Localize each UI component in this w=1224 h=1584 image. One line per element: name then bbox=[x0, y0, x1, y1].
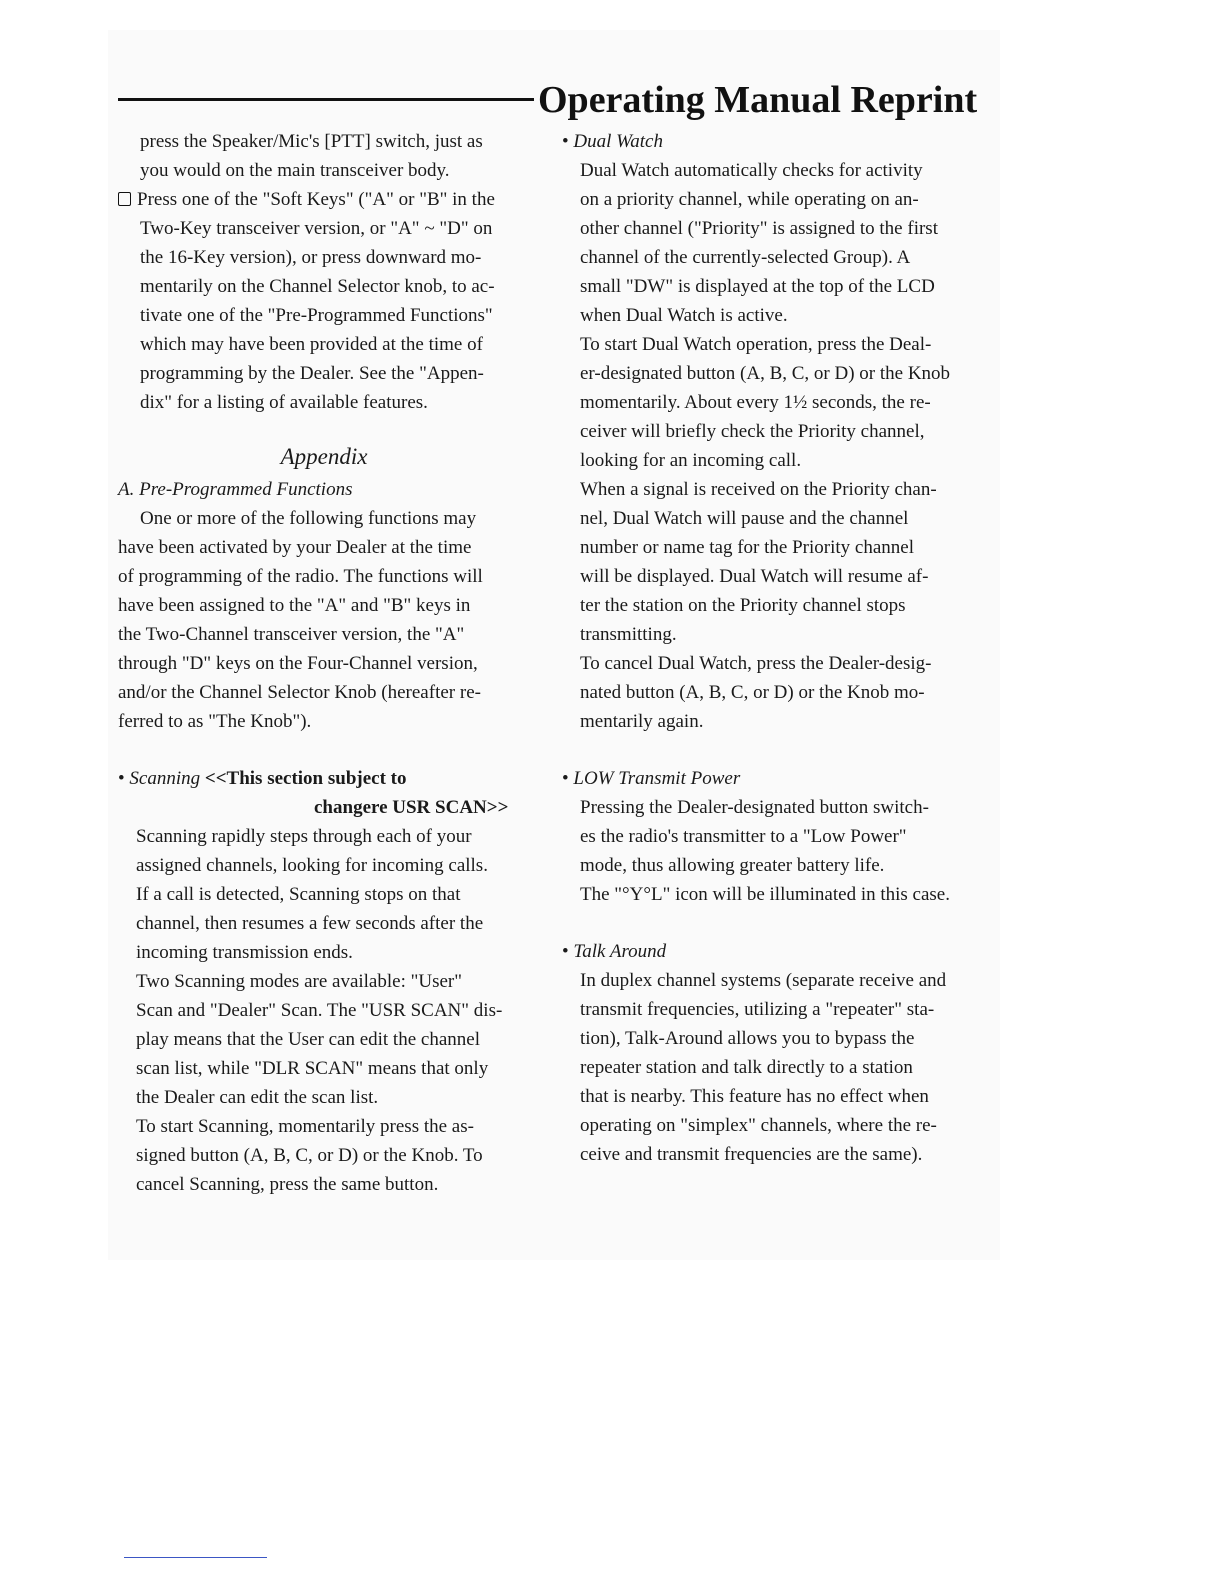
dual-watch-heading: • Dual Watch bbox=[562, 131, 663, 152]
text-line: the Two-Channel transceiver version, the "A" bbox=[118, 624, 465, 645]
text-line: ceive and transmit frequencies are the same). bbox=[580, 1144, 923, 1165]
text-line: momentarily. About every 1½ seconds, the re- bbox=[580, 392, 931, 413]
text-line: number or name tag for the Priority channel bbox=[580, 537, 914, 558]
talk-around-heading: • Talk Around bbox=[562, 941, 667, 962]
text-line: When a signal is received on the Priority chan- bbox=[580, 479, 937, 500]
header-rule bbox=[118, 98, 534, 101]
text-line: mentarily again. bbox=[580, 711, 704, 732]
text-line: play means that the User can edit the channel bbox=[136, 1029, 480, 1050]
text-line: Two-Key transceiver version, or "A" ~ "D" on bbox=[140, 218, 493, 239]
text-line: repeater station and talk directly to a station bbox=[580, 1057, 913, 1078]
text-line: To start Scanning, momentarily press the as- bbox=[136, 1116, 474, 1137]
text-line: and/or the Channel Selector Knob (hereafter re- bbox=[118, 682, 481, 703]
text-line: of programming of the radio. The functions will bbox=[118, 566, 483, 587]
text-line: the 16-Key version), or press downward mo- bbox=[140, 247, 482, 268]
text-line: other channel ("Priority" is assigned to the first bbox=[580, 218, 938, 239]
scanning-title: Scanning bbox=[129, 768, 201, 789]
text-line: Pressing the Dealer-designated button switch- bbox=[580, 797, 929, 818]
text-line: cancel Scanning, press the same button. bbox=[136, 1174, 439, 1195]
text-line: through "D" keys on the Four-Channel version, bbox=[118, 653, 478, 674]
low-power-paragraph bbox=[562, 793, 974, 909]
text-line: In duplex channel systems (separate receive and bbox=[580, 970, 947, 991]
text-line: small "DW" is displayed at the top of the LCD bbox=[580, 276, 935, 297]
text-line: nel, Dual Watch will pause and the channel bbox=[580, 508, 909, 529]
text-line: assigned channels, looking for incoming calls. bbox=[136, 855, 488, 876]
text-line: er-designated button (A, B, C, or D) or the Knob bbox=[580, 363, 951, 384]
text-line: signed button (A, B, C, or D) or the Knob. To bbox=[136, 1145, 483, 1166]
text-line: To cancel Dual Watch, press the Dealer-desig- bbox=[580, 653, 932, 674]
talk-around-title: Talk Around bbox=[573, 941, 667, 962]
low-power-title: LOW Transmit Power bbox=[573, 768, 741, 789]
text-line: press the Speaker/Mic's [PTT] switch, just as bbox=[140, 131, 483, 152]
scanning-note-cont: changere USR SCAN>> bbox=[314, 797, 509, 818]
text-line: channel of the currently-selected Group). A bbox=[580, 247, 911, 268]
text-line: have been assigned to the "A" and "B" keys in bbox=[118, 595, 471, 616]
text-line: which may have been provided at the time of bbox=[140, 334, 483, 355]
text-line: channel, then resumes a few seconds after the bbox=[136, 913, 484, 934]
text-line: If a call is detected, Scanning stops on that bbox=[136, 884, 461, 905]
text-line: ter the station on the Priority channel stops bbox=[580, 595, 906, 616]
text-line: transmitting. bbox=[580, 624, 677, 645]
text-line: the Dealer can edit the scan list. bbox=[136, 1087, 379, 1108]
text-line: will be displayed. Dual Watch will resume af- bbox=[580, 566, 929, 587]
appendix-subheading: A. Pre-Programmed Functions bbox=[118, 479, 353, 500]
dual-watch-paragraph bbox=[562, 649, 974, 736]
text-line: ceiver will briefly check the Priority channel, bbox=[580, 421, 925, 442]
text-line: Scan and "Dealer" Scan. The "USR SCAN" dis- bbox=[136, 1000, 503, 1021]
appendix-heading: Appendix bbox=[280, 444, 368, 469]
dual-watch-title: Dual Watch bbox=[573, 131, 663, 152]
scanning-paragraph bbox=[118, 822, 530, 967]
scanning-paragraph bbox=[118, 967, 530, 1112]
text-line: Two Scanning modes are available: "User" bbox=[136, 971, 462, 992]
left-column bbox=[118, 127, 530, 1199]
text-line: mentarily on the Channel Selector knob, to ac- bbox=[140, 276, 495, 297]
text-line: nated button (A, B, C, or D) or the Knob mo- bbox=[580, 682, 925, 703]
scanning-paragraph bbox=[118, 1112, 530, 1199]
text-line: operating on "simplex" channels, where the re- bbox=[580, 1115, 937, 1136]
text-line: dix" for a listing of available features. bbox=[140, 392, 428, 413]
low-power-heading: • LOW Transmit Power bbox=[562, 768, 741, 789]
text-line: tivate one of the "Pre-Programmed Functions" bbox=[140, 305, 493, 326]
text-line: One or more of the following functions may bbox=[140, 508, 477, 529]
dual-watch-paragraph bbox=[562, 156, 974, 330]
text-line: ferred to as "The Knob"). bbox=[118, 711, 312, 732]
text-line: Dual Watch automatically checks for activity bbox=[580, 160, 923, 181]
appendix-paragraph bbox=[118, 504, 530, 736]
scanning-note: <<This section subject to bbox=[204, 768, 407, 789]
text-line: tion), Talk-Around allows you to bypass the bbox=[580, 1028, 915, 1049]
checkbox-icon bbox=[118, 192, 131, 206]
text-line: have been activated by your Dealer at the time bbox=[118, 537, 472, 558]
text-line: on a priority channel, while operating on an- bbox=[580, 189, 919, 210]
text-line: you would on the main transceiver body. bbox=[140, 160, 450, 181]
scanning-heading: • Scanning <<This section subject to changere USR SCAN>> bbox=[118, 768, 509, 818]
text-line: Press one of the "Soft Keys" ("A" or "B" in the bbox=[137, 189, 495, 210]
checkbox-item bbox=[118, 185, 530, 417]
text-line: incoming transmission ends. bbox=[136, 942, 353, 963]
text-line: looking for an incoming call. bbox=[580, 450, 802, 471]
text-line: mode, thus allowing greater battery life. bbox=[580, 855, 885, 876]
text-line: programming by the Dealer. See the "Appen- bbox=[140, 363, 484, 384]
talk-around-paragraph bbox=[562, 966, 974, 1169]
footer-link-line[interactable] bbox=[124, 1557, 267, 1558]
text-line: that is nearby. This feature has no effect when bbox=[580, 1086, 929, 1107]
text-line: The "°Y°L" icon will be illuminated in this case. bbox=[580, 884, 950, 905]
text-line: es the radio's transmitter to a "Low Power" bbox=[580, 826, 907, 847]
right-column bbox=[562, 127, 974, 1169]
dual-watch-paragraph bbox=[562, 330, 974, 475]
continued-paragraph bbox=[118, 127, 530, 185]
page-title: Operating Manual Reprint bbox=[538, 79, 978, 121]
text-line: To start Dual Watch operation, press the Deal- bbox=[580, 334, 932, 355]
text-line: scan list, while "DLR SCAN" means that only bbox=[136, 1058, 489, 1079]
dual-watch-paragraph bbox=[562, 475, 974, 649]
text-line: transmit frequencies, utilizing a "repeater" sta- bbox=[580, 999, 935, 1020]
text-line: when Dual Watch is active. bbox=[580, 305, 788, 326]
text-line: Scanning rapidly steps through each of your bbox=[136, 826, 472, 847]
